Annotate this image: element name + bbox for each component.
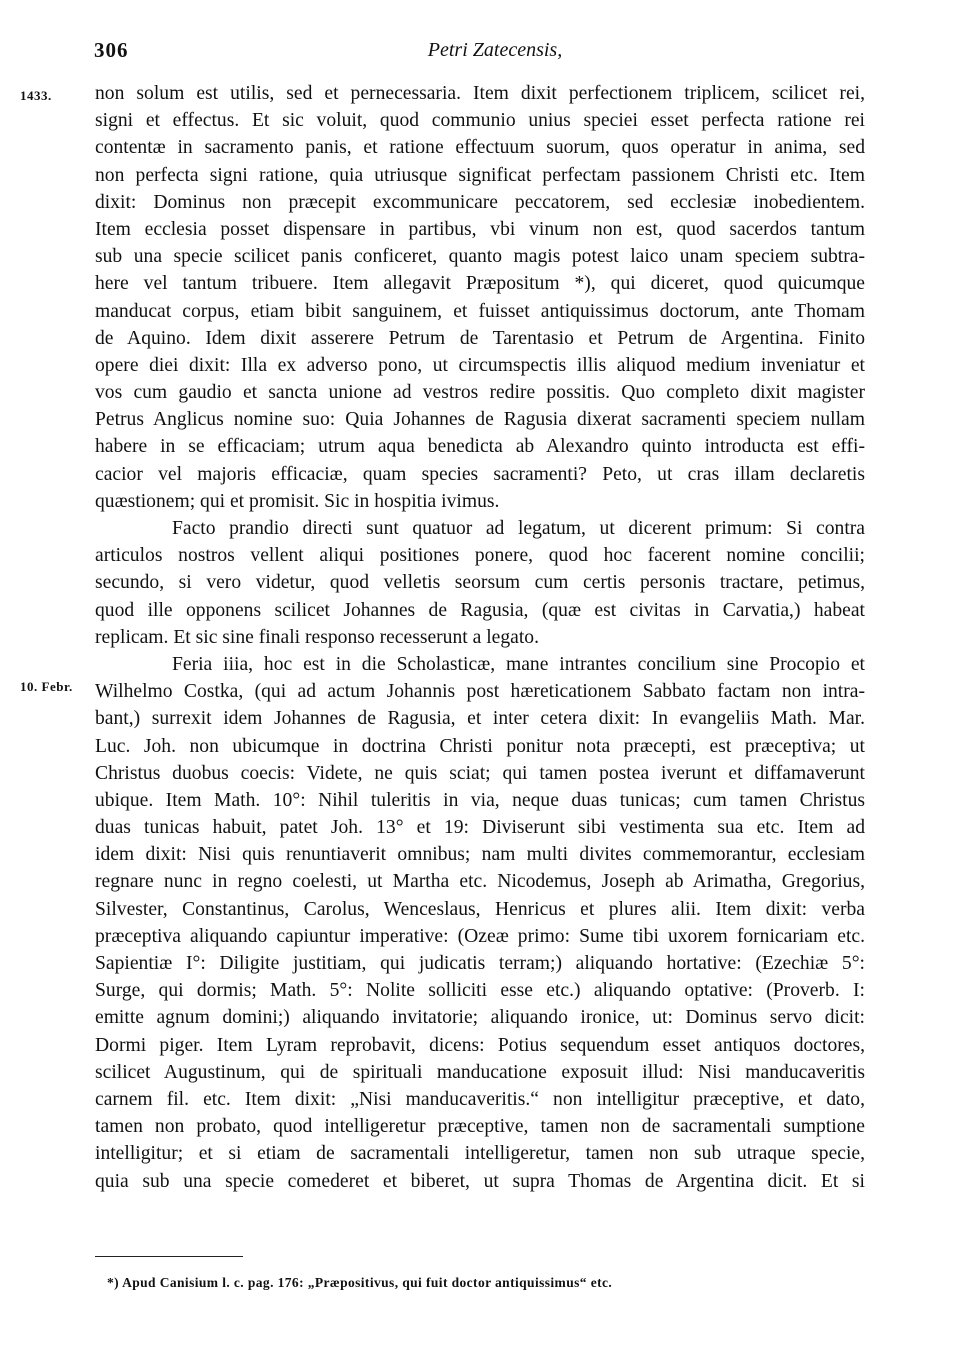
text-line: emitte agnum domini;) aliquando invitatorie; aliquando ironice, ut: Dominus servo dicit:: [95, 1007, 865, 1029]
text-line: cacior vel majoris efficaciæ, quam species sacramenti? Peto, ut cras illam declaretis: [95, 463, 865, 485]
text-line: secundo, si vero videtur, quod velletis seorsum cum certis personis tractare, petimus,: [95, 572, 865, 594]
footnote-divider: [95, 1256, 243, 1257]
text-line: regnare nunc in regno coelesti, ut Martha etc. Nicodemus, Joseph ab Arimatha, Gregorius,: [95, 871, 865, 893]
text-line: replicam. Et sic sine finali responso recesserunt a legato.: [95, 626, 539, 648]
text-line: Item ecclesia posset dispensare in partibus, vbi vinum non est, quod sacerdos tantum: [95, 218, 865, 240]
text-line: quod ille opponens scilicet Johannes de Ragusia, (quæ est civitas in Carvatia,) habeat: [95, 599, 865, 621]
text-line: signi et effectus. Et sic voluit, quod communio unius speciei esset perfecta ratione rei: [95, 110, 865, 132]
text-line: Sapientiæ I°: Diligite justitiam, qui judicatis terram;) aliquando hortative: (Ezechiæ 5°:: [95, 953, 865, 974]
text-line: scilicet Augustinum, qui de spirituali manducatione exposuit illud: Nisi manducaveritis: [95, 1061, 865, 1083]
text-line: Facto prandio directi sunt quatuor ad legatum, ut dicerent primum: Si contra: [172, 518, 865, 539]
text-line: dixit: Dominus non præcepit excommunicare peccatorem, sed ecclesiæ inobedientem.: [95, 191, 865, 213]
body-text: [95, 80, 865, 1195]
text-line: opere diei dixit: Illa ex adverso pono, ut circumspectis illis aliquod medium inveniatur et: [95, 354, 865, 376]
text-line: Christus duobus coecis: Videte, ne quis sciat; qui tamen postea iverunt et diffamaverunt: [95, 762, 865, 784]
margin-note-year: 1433.: [20, 88, 52, 103]
text-line: Dormi piger. Item Lyram reprobavit, dicens: Potius sequendum esset antiquos doctores,: [95, 1034, 865, 1056]
text-line: non perfecta signi ratione, quia utriusque significat perfectam passionem Christi etc. Item: [95, 164, 865, 186]
text-line: Silvester, Constantinus, Carolus, Wenceslaus, Henricus et plures alii. Item dixit: verba: [95, 898, 865, 920]
page-number: 306: [94, 38, 129, 62]
text-line: sub una specie scilicet panis conficeret, quanto magis potest laico unam speciem subtra-: [95, 246, 865, 268]
text-line: Wilhelmo Costka, (qui ad actum Johannis post hæreticationem Sabbato factam non intra-: [95, 681, 865, 703]
text-line: contentæ in sacramento panis, et ratione effectuum suorum, quos operatur in anima, sed: [95, 137, 865, 159]
running-title: Petri Zatecensis,: [427, 39, 563, 61]
text-line: Surge, qui dormis; Math. 5°: Nolite solliciti esse etc.) aliquando optative: (Proverb. I:: [95, 980, 865, 1002]
text-line: intelligitur; et si etiam de sacramentali intelligeretur, tamen non sub utraque specie,: [95, 1143, 865, 1165]
text-line: quæstionem; qui et promisit. Sic in hospitia ivimus.: [95, 490, 500, 512]
text-line: here vel tantum tribuere. Item allegavit Præpositum *), qui diceret, quod quicumque: [95, 273, 865, 295]
text-line: quia sub una specie comederet et biberet, ut supra Thomas de Argentina dicit. Et si: [95, 1170, 865, 1192]
text-line: ubique. Item Math. 10°: Nihil tuleritis in via, neque duas tunicas; cum tamen Christus: [95, 789, 865, 811]
text-line: bant,) surrexit idem Johannes de Ragusia, et inter cetera dixit: In evangeliis Math. Mar.: [95, 708, 865, 730]
text-line: non solum est utilis, sed et pernecessaria. Item dixit perfectionem triplicem, scilicet rei,: [95, 83, 865, 104]
text-line: vos cum gaudio et sancta unione ad vestros redire possitis. Quo completo dixit magister: [95, 382, 865, 404]
text-line: idem dixit: Nisi quis renuntiaverit omnibus; nam multi divites commemorantur, ecclesiam: [95, 844, 865, 866]
text-line: Petrus Anglicus nomine suo: Quia Johannes de Ragusia dixerat sacramenti speciem nullam: [95, 409, 865, 431]
text-line: duas tunicas habuit, patet Joh. 13° et 19: Diviserunt sibi vestimenta sua etc. Item ad: [95, 817, 865, 839]
margin-note-date: 10. Febr.: [20, 679, 73, 694]
text-line: Luc. Joh. non ubicumque in doctrina Christi ponitur nota præcepti, est præceptiva; ut: [95, 735, 865, 757]
text-line: articulos nostros vellent aliqui positiones ponere, quod hoc facerent nomine concilii;: [95, 545, 865, 567]
footnote: *) Apud Canisium l. c. pag. 176: „Præpositivus, qui fuit doctor antiquissimus“ etc.: [107, 1275, 613, 1290]
text-line: de Aquino. Idem dixit asserere Petrum de Tarentasio et Petrum de Argentina. Finito: [95, 327, 865, 349]
text-line: habere in se efficaciam; utrum aqua benedicta ab Alexandro quinto introducta est effi-: [95, 436, 865, 458]
text-line: tamen non probato, quod intelligeretur præceptive, tamen non de sacramentali sumptione: [95, 1116, 865, 1138]
text-line: Feria iiia, hoc est in die Scholasticæ, mane intrantes concilium sine Procopio et: [172, 653, 865, 675]
text-line: carnem fil. etc. Item dixit: „Nisi manducaveritis.“ non intelligitur præceptive, et dato,: [95, 1088, 865, 1110]
text-line: præceptiva aliquando capiuntur imperative: (Ozeæ primo: Sume tibi uxorem fornicariam etc.: [95, 925, 865, 947]
text-line: manducat corpus, etiam bibit sanguinem, et fuisset antiquissimus doctorum, ante Thomam: [95, 300, 865, 322]
